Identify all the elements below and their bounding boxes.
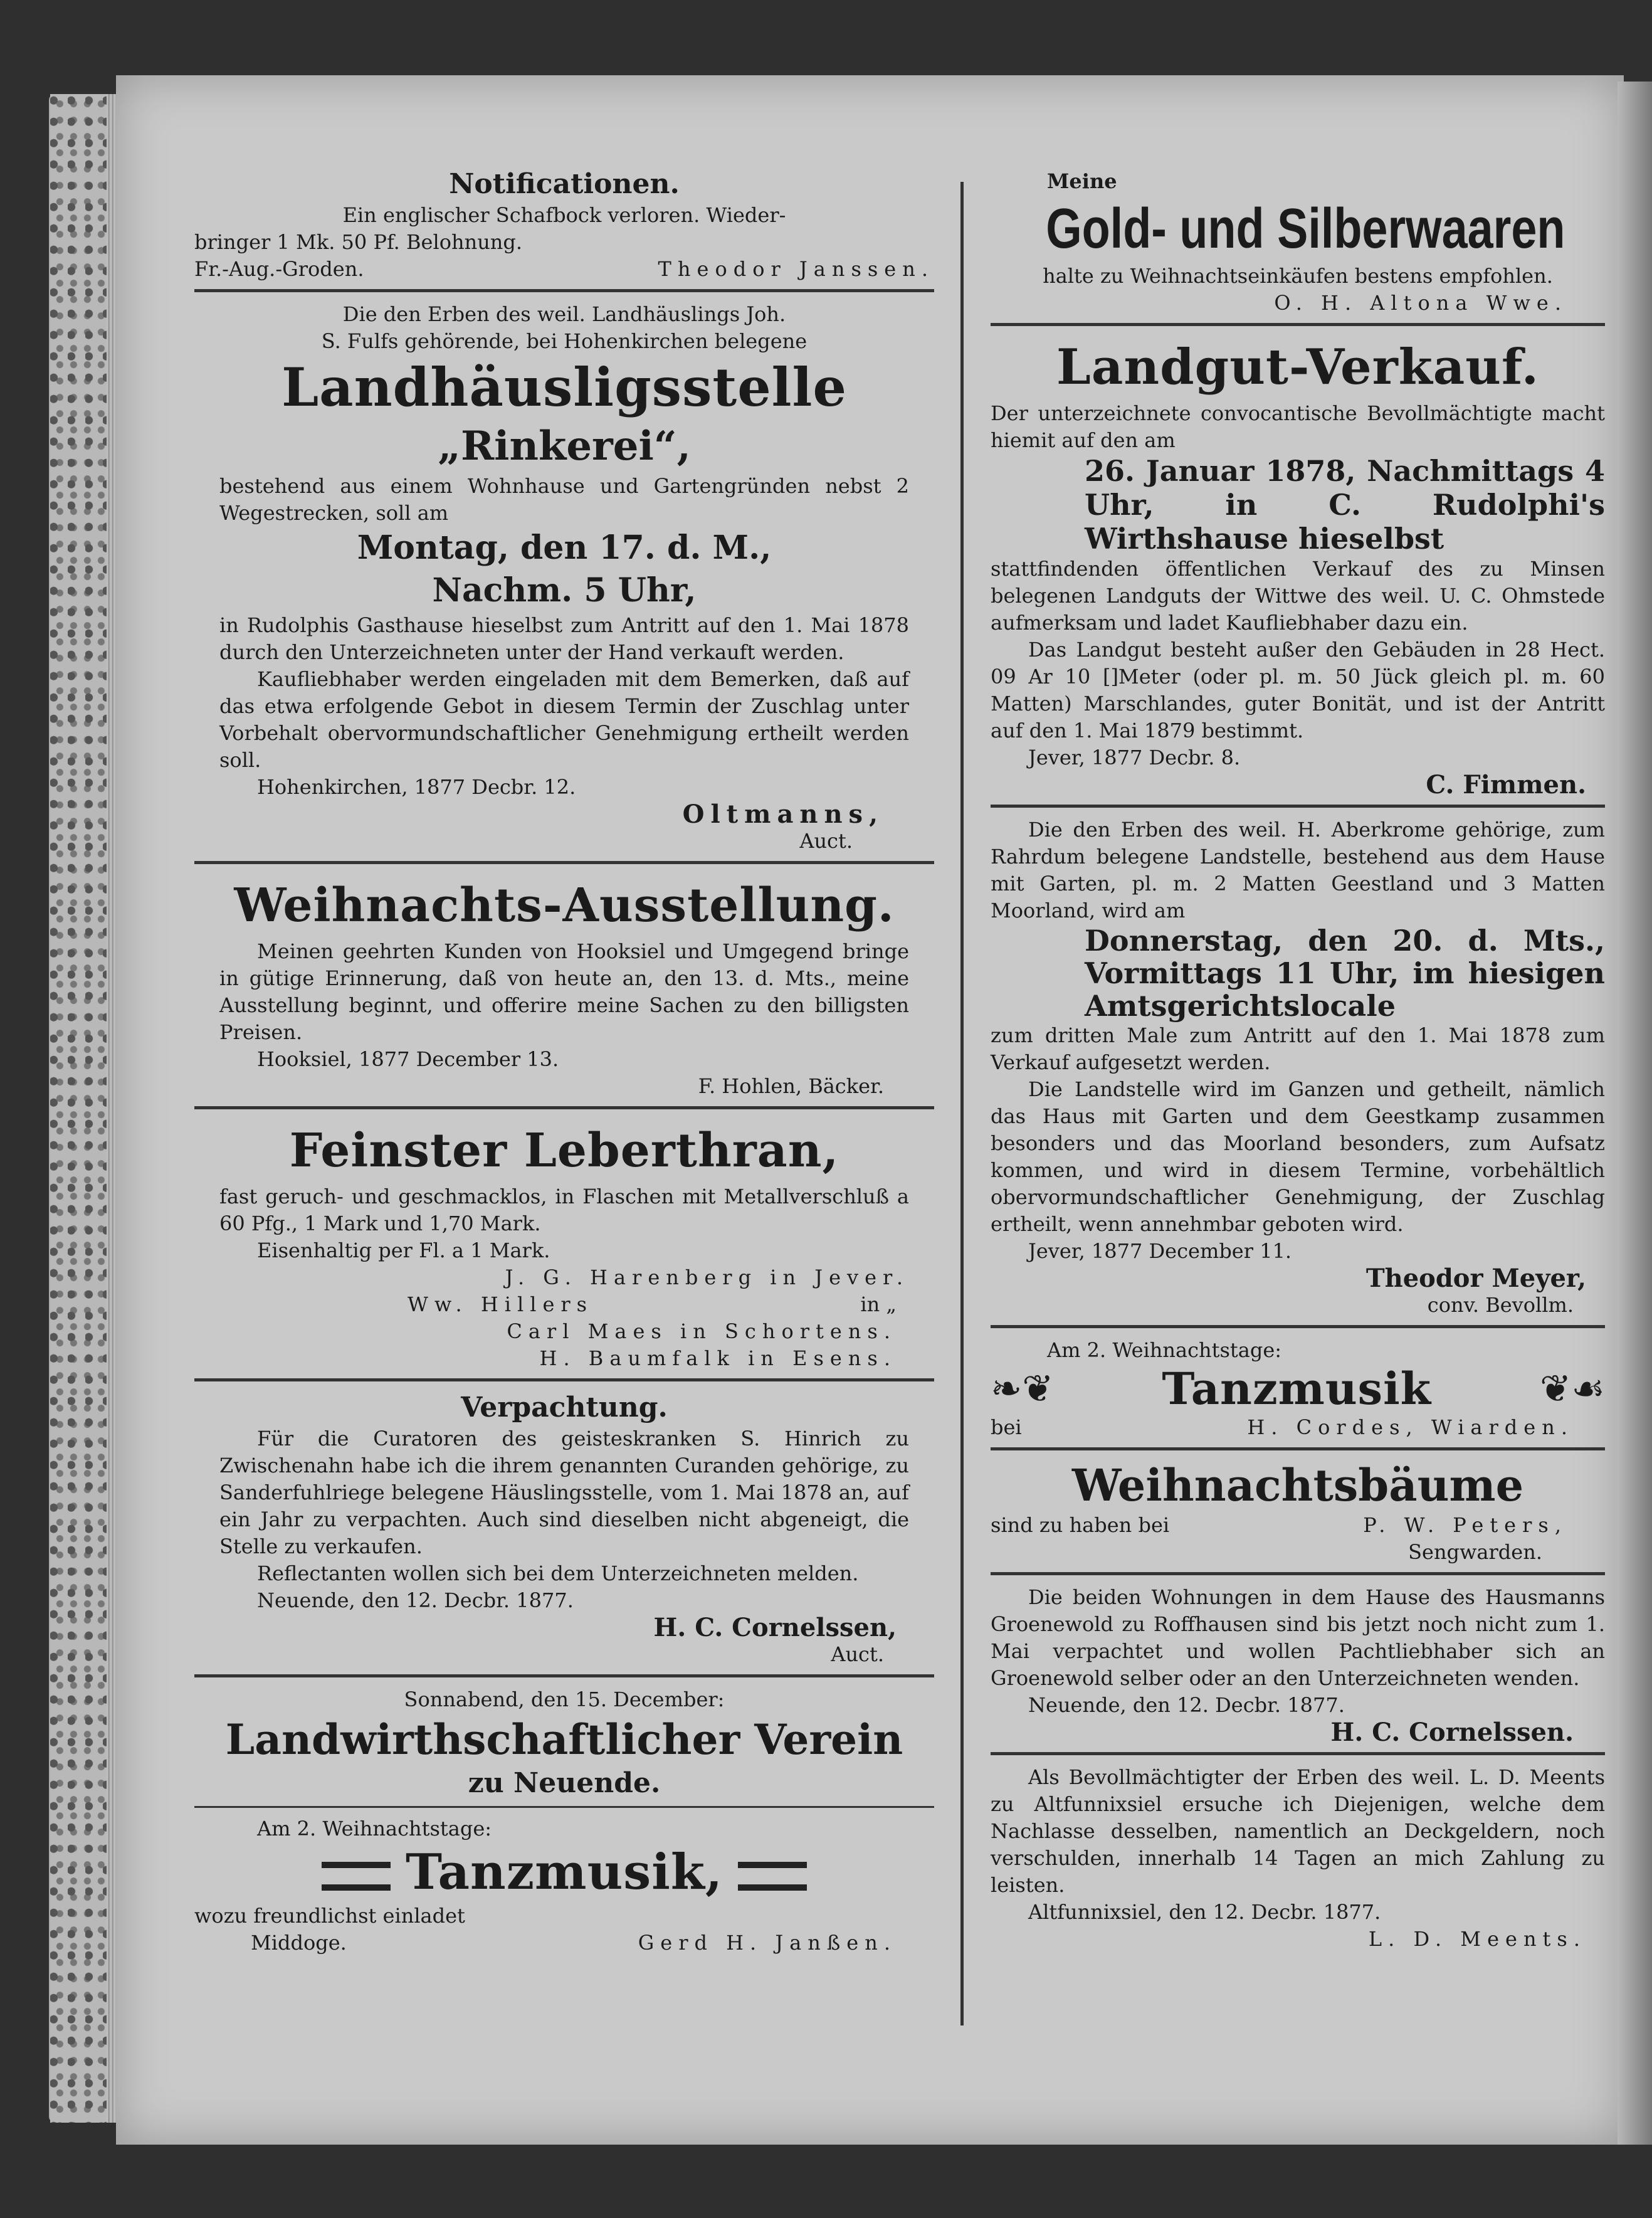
- landstelle-p3: Die Landstelle wird im Ganzen und getheilt, nämlich das Haus mit Garten und dem Geestkamp zusammen besonders und das Moorland besonders, zum Aufsatz kommen, und wird in diesem Termine, vorbehältlich obervormundschaftlicher Genehmigung, der Zuschlag ertheilt, wenn annehmbar geboten wird.: [991, 1077, 1605, 1236]
- landstelle-p1: Die den Erben des weil. H. Aberkrome gehörige, zum Rahrdum belegene Landstelle, bestehend aus dem Hause mit Garten, pl. m. 2 Matten Geestland und 3 Matten Moorland, wird am: [991, 818, 1605, 922]
- gold-line: halte zu Weihnachtseinkäufen bestens empfohlen.: [1043, 264, 1553, 288]
- christmas-trees-ad: [991, 1459, 1605, 1566]
- estate-title: Landgut-Verkauf.: [1056, 339, 1539, 396]
- gold-signer: O. H. Altona Wwe.: [1274, 291, 1567, 315]
- flats-ad: [991, 1584, 1605, 1746]
- land-p1: bestehend aus einem Wohnhause und Gartengründen nebst 2 Wegestrecken, soll am: [219, 474, 909, 525]
- notifications-ad: [194, 167, 934, 283]
- notif-signer: Theodor Janssen.: [658, 257, 934, 281]
- dance2-bei: bei: [991, 1415, 1022, 1439]
- flourish-ornament-icon: ❦☙: [1539, 1367, 1605, 1411]
- land-p3: Kaufliebhaber werden eingeladen mit dem Bemerken, daß auf das etwa erfolgende Gebot in diesem Termin der Zuschlag unter Vorbehalt obervormundschaftlicher Genehmigung ertheilt werden soll.: [219, 667, 909, 772]
- estate-debts-ad: [991, 1764, 1605, 1953]
- oil-seller-2-place: in „: [860, 1292, 897, 1316]
- verein-title: Landwirthschaftlicher Verein: [225, 1715, 903, 1764]
- divider: [991, 1752, 1605, 1755]
- dance-sign-row: [194, 1930, 934, 1957]
- marbled-edge: [50, 94, 107, 2123]
- gold-silver-ad: [991, 168, 1605, 317]
- oil-p2: Eisenhaltig per Fl. a 1 Mark.: [257, 1238, 550, 1262]
- estate-p2: stattfindenden öffentlichen Verkauf des zu Minsen belegenen Landguts der Wittwe des weil. U. C. Ohmstede aufmerksam und ladet Kaufliebhaber dazu ein.: [991, 557, 1605, 635]
- flats-p1: Die beiden Wohnungen in dem Hause des Hausmanns Groenewold zu Roffhausen sind bis jetzt noch nicht zum 1. Mai verpachtet und wollen Pachtliebhaber sich an Groenewold selber oder an den Unterzeichneten wenden.: [991, 1585, 1605, 1690]
- dance2-intro: Am 2. Weihnachtstage:: [1047, 1338, 1282, 1362]
- divider: [194, 1378, 934, 1381]
- right-column: [991, 88, 1605, 1953]
- landstelle-signer: Theodor Meyer,: [1365, 1264, 1586, 1293]
- verein-date: Sonnabend, den 15. December:: [404, 1687, 725, 1711]
- dance-place: Middoge.: [251, 1931, 347, 1955]
- cod-liver-oil-ad: [194, 1118, 934, 1372]
- dance-title-row: [194, 1842, 934, 1903]
- gold-intro: Meine: [1047, 169, 1117, 193]
- land-intro-2: S. Fulfs gehörende, bei Hohenkirchen belegene: [321, 329, 808, 353]
- oil-p1: fast geruch- und geschmacklos, in Flaschen mit Metallverschluß a 60 Pfg., 1 Mark und 1,70 Mark.: [219, 1185, 909, 1235]
- dance2-sign-row: [991, 1414, 1605, 1441]
- oil-seller-3: Carl Maes in Schortens.: [507, 1319, 897, 1343]
- land-placedate: Hohenkirchen, 1877 Decbr. 12.: [257, 775, 576, 799]
- divider: [194, 1106, 934, 1109]
- trees-line: sind zu haben bei: [991, 1513, 1170, 1537]
- land-title: Landhäusligsstelle: [281, 356, 847, 418]
- notifications-title: Notificationen.: [449, 168, 680, 200]
- oil-seller-4: H. Baumfalk in Esens.: [539, 1346, 897, 1370]
- gold-title: Gold- und Silberwaaren: [1046, 198, 1565, 260]
- estate2-p1: Als Bevollmächtigter der Erben des weil. L. D. Meents zu Altfunnixsiel ersuche ich Diejenigen, welche dem Nachlasse desselben, namentlich an Deckgeldern, noch verschulden, innerhalb 14 Tagen an mich Zahlung zu leisten.: [991, 1765, 1605, 1897]
- notif-place: Fr.-Aug.-Groden.: [194, 257, 364, 281]
- divider: [991, 1447, 1605, 1450]
- land-time: Nachm. 5 Uhr,: [432, 571, 697, 610]
- divider: [991, 805, 1605, 808]
- flourish-ornament-icon: ❧❦: [991, 1367, 1054, 1411]
- oil-seller-2-row: [194, 1291, 934, 1318]
- double-rule-icon: [738, 1862, 807, 1891]
- lease-role: Auct.: [831, 1642, 884, 1666]
- trees-place: Sengwarden.: [1408, 1540, 1542, 1564]
- notif-line-2: bringer 1 Mk. 50 Pf. Belohnung.: [194, 230, 523, 254]
- estate2-placedate: Altfunnixsiel, den 12. Decbr. 1877.: [1028, 1900, 1381, 1924]
- land-intro-1: Die den Erben des weil. Landhäuslings Joh.: [342, 302, 786, 326]
- flats-placedate: Neuende, den 12. Decbr. 1877.: [1028, 1693, 1345, 1717]
- estate-sale-ad: [991, 335, 1605, 798]
- divider: [991, 323, 1605, 326]
- dance-title: Tanzmusik,: [405, 1844, 723, 1901]
- book-right-edge: [1618, 82, 1652, 2145]
- oil-seller-2: Ww. Hillers: [408, 1292, 594, 1316]
- landstelle-ad: [991, 816, 1605, 1319]
- landstelle-p2: zum dritten Male zum Antritt auf den 1. Mai 1878 zum Verkauf aufgesetzt werden.: [991, 1023, 1605, 1074]
- estate-signer: C. Fimmen.: [1426, 770, 1586, 800]
- lease-p2: Reflectanten wollen sich bei dem Unterzeichneten melden.: [257, 1561, 859, 1585]
- notif-sign-row: [194, 256, 934, 283]
- land-role: Auct.: [799, 829, 853, 853]
- trees-title: Weihnachtsbäume: [1071, 1459, 1524, 1511]
- divider: [194, 289, 934, 292]
- lease-placedate: Neuende, den 12. Decbr. 1877.: [257, 1588, 574, 1612]
- column-divider: [960, 182, 964, 2025]
- dance-ad-left: [194, 1815, 934, 1957]
- landstelle-placedate: Jever, 1877 December 11.: [1028, 1239, 1292, 1263]
- xmas-signer: F. Hohlen, Bäcker.: [698, 1074, 884, 1098]
- land-sale-ad: [194, 301, 934, 855]
- divider: [194, 1806, 934, 1808]
- verein-subtitle: zu Neuende.: [468, 1767, 661, 1799]
- oil-title: Feinster Leberthran,: [289, 1124, 839, 1178]
- dance-invite: wozu freundlichst einladet: [194, 1904, 465, 1928]
- farmers-club-ad: [194, 1686, 934, 1801]
- lease-signer: H. C. Cornelssen,: [653, 1613, 897, 1642]
- trees-row: [991, 1512, 1605, 1539]
- estate-p3: Das Landgut besteht außer den Gebäuden in 28 Hect. 09 Ar 10 []Meter (oder pl. m. 50 Jück gleich pl. m. 60 Matten) Marschlandes, guter Bonität, und ist der Antritt auf den 1. Mai 1879 bestimmt.: [991, 638, 1605, 742]
- lease-title: Verpachtung.: [461, 1392, 668, 1423]
- divider: [194, 1674, 934, 1677]
- notif-line-1: Ein englischer Schafbock verloren. Wieder-: [342, 203, 786, 227]
- land-date: Montag, den 17. d. M.,: [357, 529, 772, 567]
- landstelle-role: conv. Bevollm.: [1427, 1293, 1574, 1317]
- land-p2: in Rudolphis Gasthause hieselbst zum Antritt auf den 1. Mai 1878 durch den Unterzeichneten unter der Hand verkauft werden.: [219, 613, 909, 664]
- trees-seller: P. W. Peters,: [1363, 1513, 1567, 1537]
- landstelle-date: Donnerstag, den 20. d. Mts., Vormittags 11 Uhr, im hiesigen Amtsgerichtslocale: [1085, 924, 1605, 1023]
- christmas-exhibition-ad: [194, 873, 934, 1100]
- land-signer: Oltmanns,: [682, 800, 884, 829]
- oil-seller-1: J. G. Harenberg in Jever.: [505, 1265, 909, 1289]
- dance-ad-right: [991, 1337, 1605, 1441]
- dance-intro: Am 2. Weihnachtstage:: [257, 1817, 492, 1840]
- dance2-title: Tanzmusik: [1162, 1363, 1432, 1415]
- xmas-p1: Meinen geehrten Kunden von Hooksiel und Umgegend bringe in gütige Erinnerung, daß von heute an, den 13. d. Mts., meine Ausstellung beginnt, und offerire meine Sachen zu den billigsten Preisen.: [219, 939, 909, 1044]
- dance2-signer: H. Cordes, Wiarden.: [1247, 1415, 1574, 1439]
- dance-signer: Gerd H. Janßen.: [638, 1931, 897, 1955]
- estate-date: 26. Januar 1878, Nachmittags 4 Uhr, in C. Rudolphi's Wirthshause hieselbst: [1085, 454, 1605, 556]
- divider: [991, 1325, 1605, 1328]
- land-subtitle: „Rinkerei“,: [438, 423, 691, 470]
- lease-ad: [194, 1390, 934, 1668]
- estate-p1: Der unterzeichnete convocantische Bevollmächtigte macht hiemit auf den am: [991, 401, 1605, 452]
- divider: [991, 1572, 1605, 1575]
- divider: [194, 861, 934, 864]
- double-rule-icon: [322, 1862, 391, 1891]
- xmas-title: Weihnachts-Ausstellung.: [234, 879, 895, 932]
- left-column: [194, 88, 934, 1957]
- estate-placedate: Jever, 1877 Decbr. 8.: [1028, 746, 1241, 769]
- estate2-signer: L. D. Meents.: [1368, 1927, 1586, 1951]
- lease-p1: Für die Curatoren des geisteskranken S. Hinrich zu Zwischenahn habe ich die ihrem genannten Curanden gehörige, zu Sanderfuhlriege belegene Häuslingsstelle, vom 1. Mai 1878 an, auf ein Jahr zu verpachten. Auch sind dieselben nicht abgeneigt, die Stelle zu verkaufen.: [219, 1427, 909, 1558]
- dance2-title-row: [991, 1364, 1605, 1414]
- flats-signer: H. C. Cornelssen.: [1330, 1718, 1574, 1747]
- xmas-placedate: Hooksiel, 1877 December 13.: [257, 1047, 559, 1071]
